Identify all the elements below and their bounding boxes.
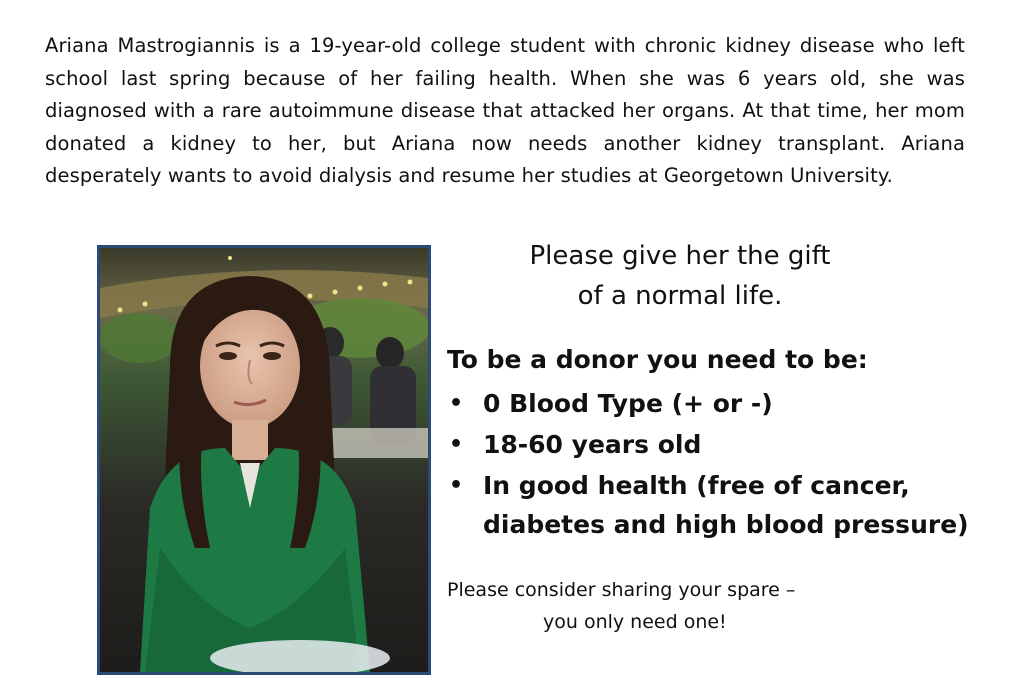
list-item [447,425,987,464]
closing-text [447,574,867,638]
requirements-list [447,384,987,546]
plea-line-1: Please give her the gift [529,241,831,271]
requirements-heading: To be a donor you need to be: [447,345,868,374]
list-item [447,466,987,544]
bullet-icon: • [449,473,464,498]
requirement-text: In good health (free of cancer, diabetes and high blood pressure) [483,471,969,539]
list-item [447,384,987,423]
plea-text [470,236,890,316]
closing-line-2: you only need one! [543,611,727,633]
story-paragraph: Ariana Mastrogiannis is a 19-year-old college student with chronic kidney disease who left school last spring because of her failing health. When she was 6 years old, she was diagnosed with a rare autoimmune disease that attacked her organs. At that time, her mom donated a kidney to her, but Ariana now needs another kidney transplant. Ariana desperately wants to avoid dialysis and resume her studies at Georgetown University. [45,34,965,187]
requirement-text: 18-60 years old [483,430,702,459]
patient-photo [97,245,431,675]
requirement-text: 0 Blood Type (+ or -) [483,389,773,418]
patient-photo-illustration [100,248,428,672]
bullet-icon: • [449,391,464,416]
plea-line-2: of a normal life. [577,281,783,311]
bullet-icon: • [449,432,464,457]
closing-line-1: Please consider sharing your spare – [447,579,796,601]
